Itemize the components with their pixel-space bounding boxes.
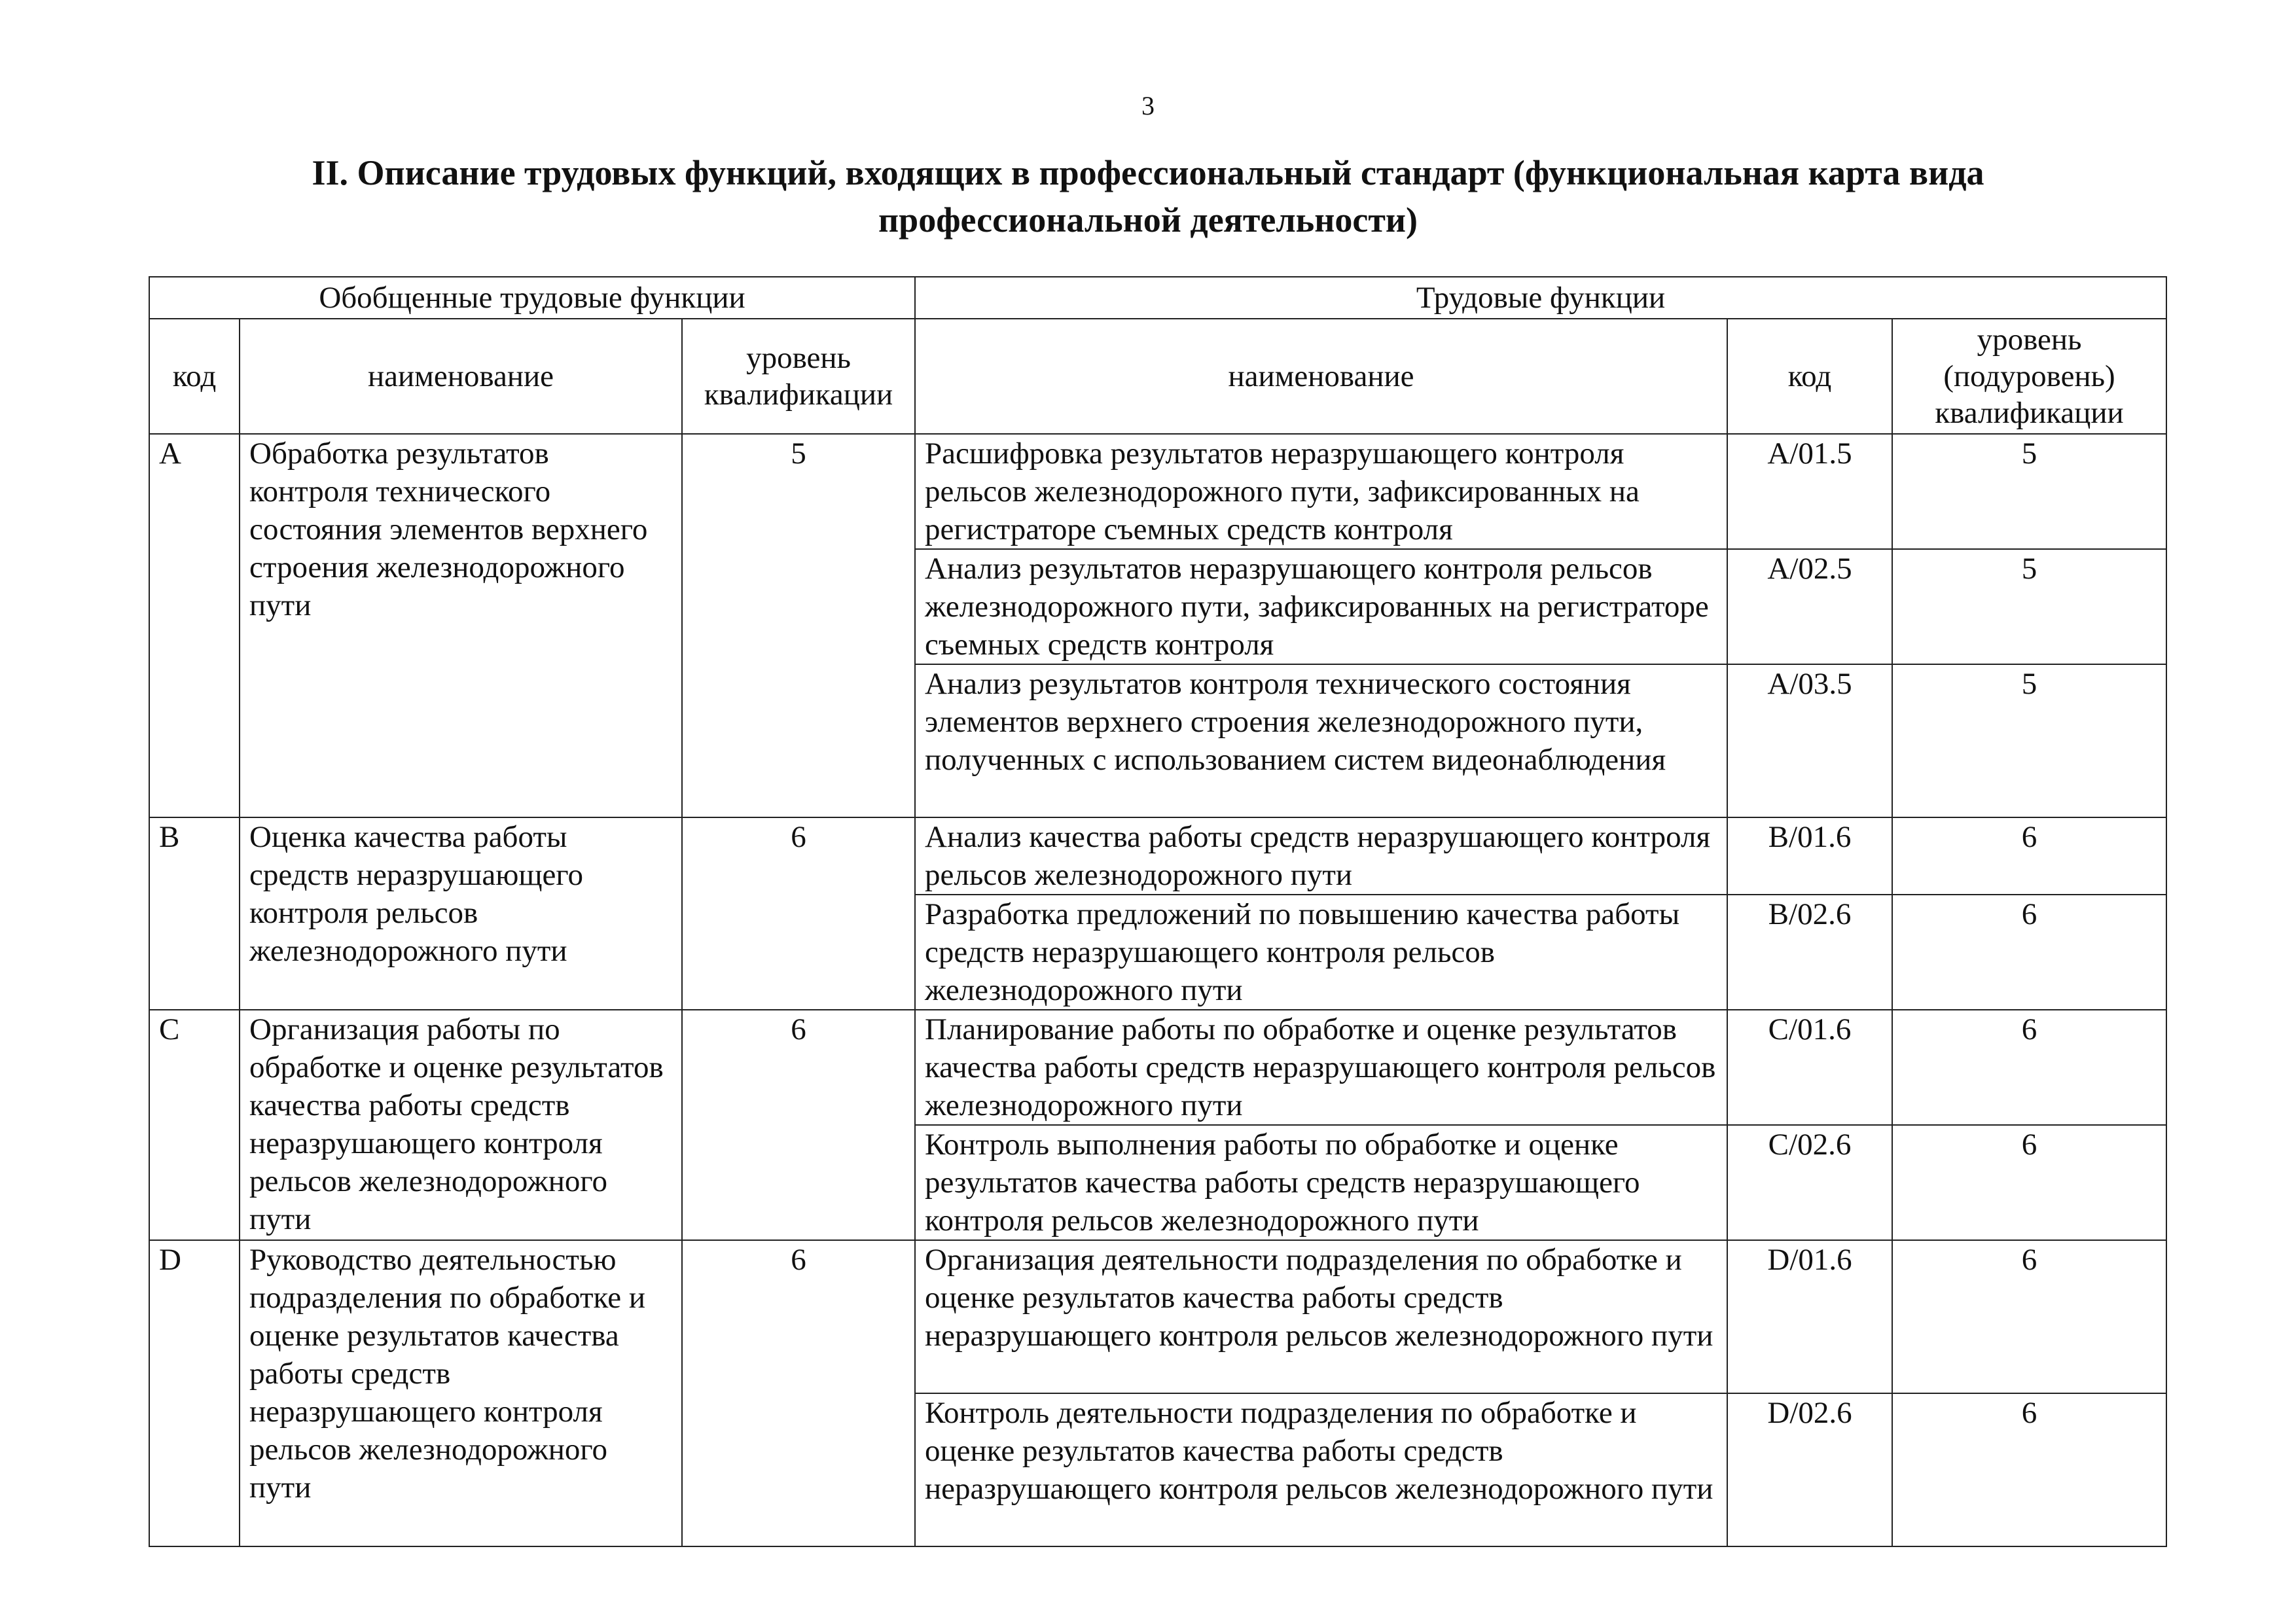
- group-code: D: [149, 1240, 240, 1546]
- header-qualification-level: уровень квалификации: [682, 319, 915, 434]
- section-title-line-1: II. Описание трудовых функций, входящих в профессиональный стандарт (функциональная карта вида: [312, 153, 1984, 192]
- function-name: Анализ результатов неразрушающего контроля рельсов железнодорожного пути, зафиксированных на регистраторе съемных средств контроля: [915, 549, 1727, 664]
- function-code: B/02.6: [1727, 895, 1892, 1010]
- table-row: [149, 817, 2166, 895]
- function-level: 5: [1892, 664, 2166, 817]
- group-name: Обработка результатов контроля технического состояния элементов верхнего строения железнодорожного пути: [240, 434, 682, 817]
- page-number: 3: [1141, 91, 1155, 120]
- header-name: наименование: [240, 319, 682, 434]
- function-level: 6: [1892, 895, 2166, 1010]
- header-function-level: уровень (подуровень) квалификации: [1892, 319, 2166, 434]
- table-row: [149, 1240, 2166, 1393]
- table-row: [149, 1010, 2166, 1125]
- function-code: B/01.6: [1727, 817, 1892, 895]
- section-title: [164, 149, 2132, 243]
- function-name: Организация деятельности подразделения по обработке и оценке результатов качества работы средств неразрушающего контроля рельсов железнодорожного пути: [915, 1240, 1727, 1393]
- group-name: Оценка качества работы средств неразрушающего контроля рельсов железнодорожного пути: [240, 817, 682, 1010]
- function-code: D/01.6: [1727, 1240, 1892, 1393]
- header-code: код: [149, 319, 240, 434]
- function-name: Расшифровка результатов неразрушающего контроля рельсов железнодорожного пути, зафиксированных на регистраторе съемных средств контроля: [915, 434, 1727, 549]
- group-code: A: [149, 434, 240, 817]
- header-generalized-functions: Обобщенные трудовые функции: [149, 277, 915, 319]
- function-level: 5: [1892, 549, 2166, 664]
- functional-map-table: [149, 276, 2167, 1547]
- table-row: [149, 434, 2166, 549]
- function-name: Планирование работы по обработке и оценке результатов качества работы средств неразрушающего контроля рельсов железнодорожного пути: [915, 1010, 1727, 1125]
- function-code: A/01.5: [1727, 434, 1892, 549]
- group-code: B: [149, 817, 240, 1010]
- function-name: Контроль деятельности подразделения по обработке и оценке результатов качества работы средств неразрушающего контроля рельсов железнодорожного пути: [915, 1393, 1727, 1546]
- function-code: C/02.6: [1727, 1125, 1892, 1240]
- header-row-groups: [149, 277, 2166, 319]
- group-level: 6: [682, 1240, 915, 1546]
- function-level: 6: [1892, 1240, 2166, 1393]
- function-name: Контроль выполнения работы по обработке и оценке результатов качества работы средств неразрушающего контроля рельсов железнодорожного пути: [915, 1125, 1727, 1240]
- function-level: 5: [1892, 434, 2166, 549]
- header-function-name: наименование: [915, 319, 1727, 434]
- function-code: A/03.5: [1727, 664, 1892, 817]
- header-row-columns: [149, 319, 2166, 434]
- function-name: Анализ качества работы средств неразрушающего контроля рельсов железнодорожного пути: [915, 817, 1727, 895]
- group-name: Руководство деятельностью подразделения по обработке и оценке результатов качества работы средств неразрушающего контроля рельсов железнодорожного пути: [240, 1240, 682, 1546]
- function-code: C/01.6: [1727, 1010, 1892, 1125]
- function-code: A/02.5: [1727, 549, 1892, 664]
- header-function-code: код: [1727, 319, 1892, 434]
- function-name: Анализ результатов контроля технического состояния элементов верхнего строения железнодорожного пути, полученных с использованием систем видеонаблюдения: [915, 664, 1727, 817]
- group-level: 5: [682, 434, 915, 817]
- group-name: Организация работы по обработке и оценке результатов качества работы средств неразрушающего контроля рельсов железнодорожного пути: [240, 1010, 682, 1240]
- function-level: 6: [1892, 1393, 2166, 1546]
- function-name: Разработка предложений по повышению качества работы средств неразрушающего контроля рельсов железнодорожного пути: [915, 895, 1727, 1010]
- group-level: 6: [682, 817, 915, 1010]
- function-code: D/02.6: [1727, 1393, 1892, 1546]
- function-level: 6: [1892, 817, 2166, 895]
- section-title-line-2: профессиональной деятельности): [878, 200, 1418, 240]
- group-level: 6: [682, 1010, 915, 1240]
- function-level: 6: [1892, 1010, 2166, 1125]
- function-level: 6: [1892, 1125, 2166, 1240]
- group-code: C: [149, 1010, 240, 1240]
- header-labor-functions: Трудовые функции: [915, 277, 2166, 319]
